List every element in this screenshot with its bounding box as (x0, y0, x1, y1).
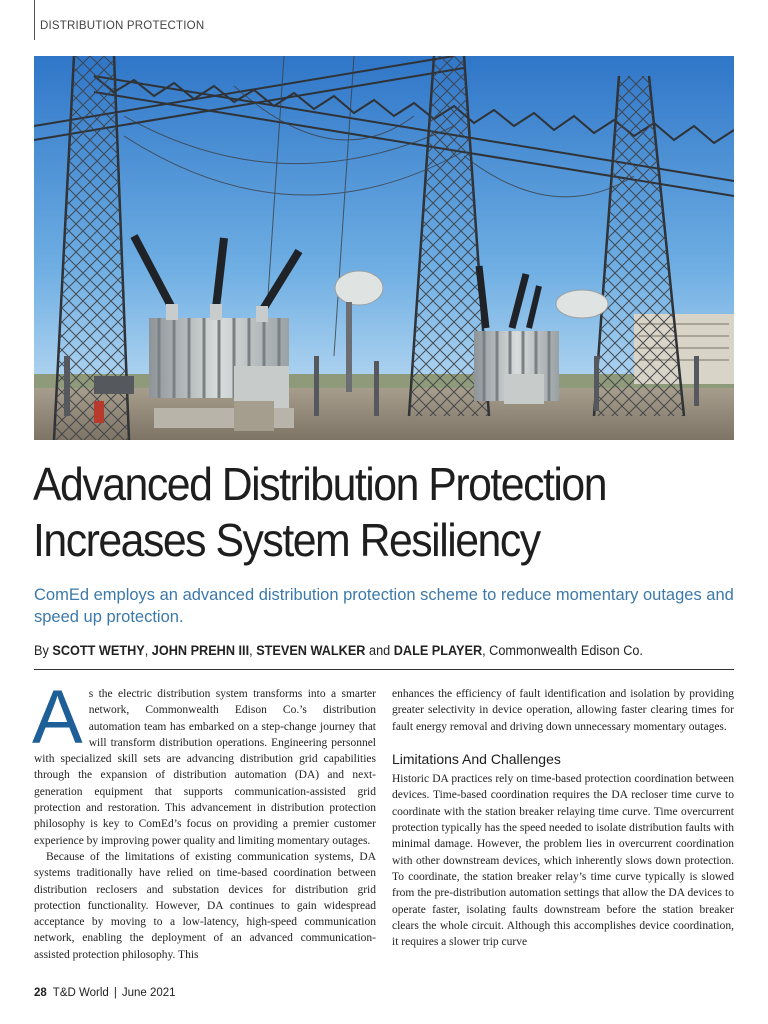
substation-illustration (34, 56, 734, 440)
byline-by: By (34, 643, 49, 658)
page-footer (34, 987, 176, 999)
author-name: SCOTT WETHY (52, 643, 145, 658)
byline-affiliation: , Commonwealth Edison Co. (482, 643, 643, 658)
article-title (33, 456, 693, 568)
body-paragraph (32, 675, 376, 849)
section-rule (34, 0, 35, 40)
paragraph-text: s the electric distribution system transforms into a smarter network, Commonwealth Edison Co.’s distribution automation team has embarked on a step-change journey that will transform distribution operations. Engineering personnel with specialized skill sets are advancing distribution grid capabilities through the expansion of distribution automation (DA) and next-generation equipment that supports communication-assisted grid protection and restoration. This advancement in distribution protection philosophy is key to ComEd’s focus on providing a premier customer experience by improving power quality and limiting momentary outages. (34, 688, 376, 847)
section-subhead: Limitations And Challenges (392, 750, 561, 767)
publication-name: T&D World (52, 987, 109, 999)
issue-date: June 2021 (121, 987, 176, 999)
body-paragraph: Historic DA practices rely on time-based protection coordination between devices. Time-based coordination requires the DA recloser time curve to coordinate with the station breaker relaying time curve. Time overcurrent protection typically has the speed needed to isolate distribution faults with minimal damage. However, the problem lies in overcurrent coordination with other downstream devices, which inherently slows down protection. To coordinate, the station breaker relay’s time curve typically is slowed from the pre-distribution automation settings that allow the DA devices to operate faster, isolating faults downstream before the station breaker clears the whole circuit. Although this accomplishes device coordination, it requires a slower trip curve (392, 773, 734, 949)
byline (34, 643, 643, 658)
article-deck: ComEd employs an advanced distribution protection scheme to reduce momentary outages and speed up protection. (34, 586, 734, 626)
byline-and: and (369, 643, 391, 658)
section-label: DISTRIBUTION PROTECTION (40, 20, 205, 32)
byline-separator: , (249, 643, 253, 658)
author-name: JOHN PREHN III (151, 643, 250, 658)
author-name: DALE PLAYER (393, 643, 483, 658)
body-column-left (32, 675, 376, 963)
footer-separator: | (113, 987, 117, 999)
drop-cap: A (32, 675, 83, 760)
byline-divider (34, 669, 734, 670)
body-paragraph: enhances the efficiency of fault identification and isolation by providing greater selectivity in device operation, allowing faster clearing times for fault energy removal and driving down unnecessary momentary outages. (392, 688, 734, 733)
page-number: 28 (34, 987, 47, 999)
title-line-1: Advanced Distribution Protection (33, 458, 607, 510)
byline-separator: , (144, 643, 149, 658)
author-name: STEVEN WALKER (256, 643, 366, 658)
hero-photo (34, 56, 734, 440)
body-column-right (392, 686, 734, 950)
title-line-2: Increases System Resiliency (33, 514, 540, 566)
body-paragraph: Because of the limitations of existing communication systems, DA systems traditionally have relied on time-based coordination between distribution reclosers and substation devices for distribution grid protection functionality. However, DA continues to gain widespread acceptance by moving to a low-latency, high-speed communication network, enabling the deployment of an advanced communication-assisted protection philosophy. This (34, 850, 376, 961)
